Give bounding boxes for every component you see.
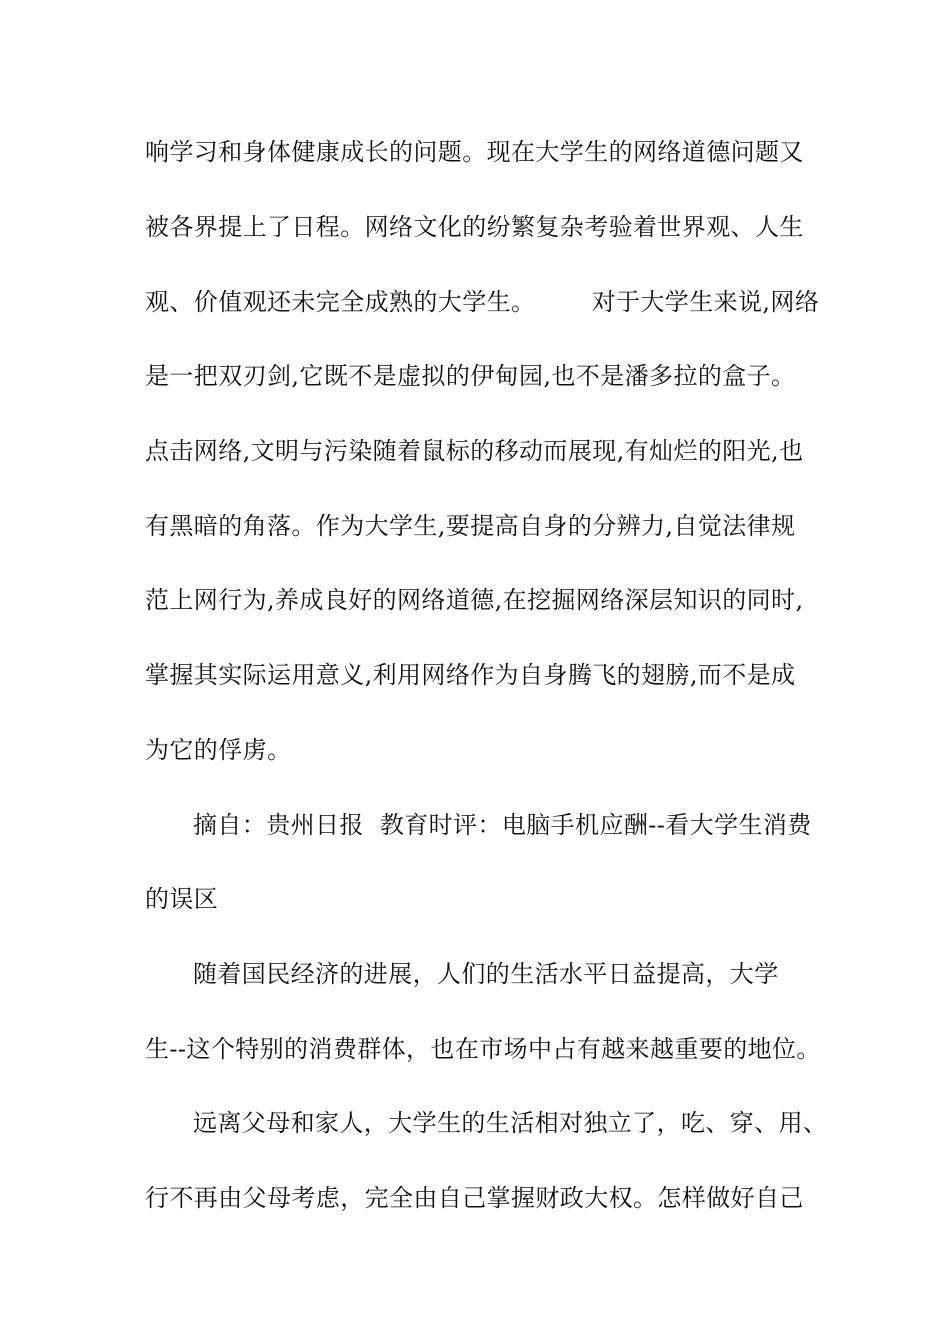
text-line: 有黑暗的角落。作为大学生,要提高自身的分辨力,自觉法律规 [145,512,796,540]
text-line: 是一把双刃剑,它既不是虚拟的伊甸园,也不是潘多拉的盒子。 [145,362,796,390]
text-line: 的误区 [145,885,219,913]
text-line: 点击网络,文明与污染随着鼠标的移动而展现,有灿烂的阳光,也 [145,437,804,465]
source-citation: 摘自：贵州日报 教育时评：电脑手机应酬--看大学生消费 [193,811,812,839]
paragraph-start: 随着国民经济的进展，人们的生活水平日益提高，大学 [193,960,779,988]
text-line: 观、价值观还未完全成熟的大学生。 对于大学生来说,网络 [145,288,820,316]
text-line: 响学习和身体健康成长的问题。现在大学生的网络道德问题又 [145,138,804,166]
paragraph-start: 远离父母和家人，大学生的生活相对独立了，吃、穿、用、 [193,1109,828,1137]
text-line: 掌握其实际运用意义,利用网络作为自身腾飞的翅膀,而不是成 [145,661,796,689]
text-line: 为它的俘虏。 [145,736,292,764]
text-line: 被各界提上了日程。网络文化的纷繁复杂考验着世界观、人生 [145,213,804,241]
text-line: 范上网行为,养成良好的网络道德,在挖掘网络深层知识的同时, [145,586,804,614]
text-line: 行不再由父母考虑，完全由自己掌握财政大权。怎样做好自己 [145,1184,804,1212]
text-line: 生--这个特别的消费群体，也在市场中占有越来越重要的地位。 [145,1035,821,1063]
